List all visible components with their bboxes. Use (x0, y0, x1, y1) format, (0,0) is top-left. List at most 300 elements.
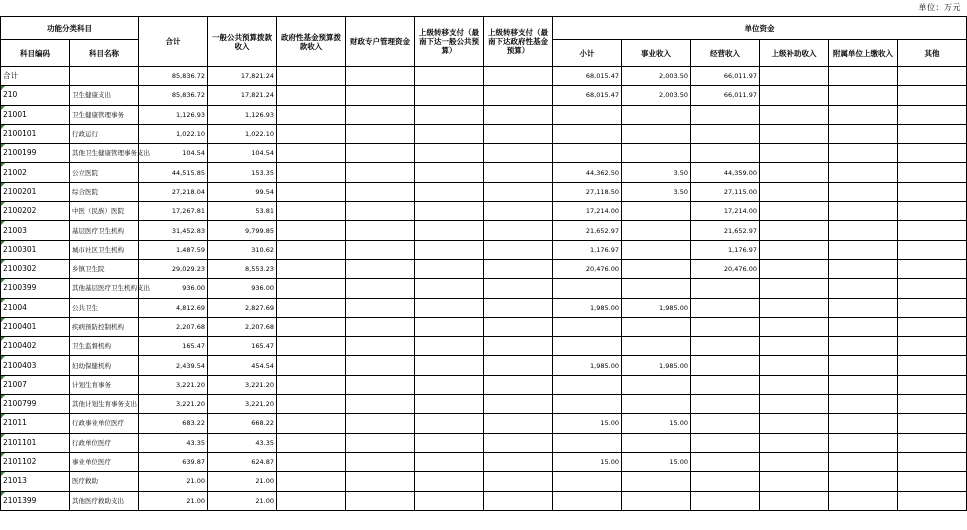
special-fund-cell (346, 279, 415, 298)
general-budget-cell: 936.00 (208, 279, 277, 298)
affiliated-income-cell (829, 124, 898, 143)
special-fund-cell (346, 67, 415, 86)
operating-income-cell (691, 317, 760, 336)
total-cell: 1,022.10 (139, 124, 208, 143)
row-name-cell: 卫生健康管理事务 (70, 105, 139, 124)
transfer-general-cell (415, 337, 484, 356)
transfer-fund-cell (484, 491, 553, 510)
budget-table (0, 16, 967, 511)
general-budget-cell: 21.00 (208, 472, 277, 491)
superior-subsidy-header: 上级补助收入 (760, 40, 829, 67)
affiliated-income-cell (829, 182, 898, 201)
transfer-general-cell (415, 356, 484, 375)
subtotal-cell (553, 279, 622, 298)
transfer-general-cell (415, 240, 484, 259)
gov-fund-cell (277, 317, 346, 336)
transfer-general-cell (415, 202, 484, 221)
row-name-cell: 其他医疗救助支出 (70, 491, 139, 510)
operating-income-cell: 17,214.00 (691, 202, 760, 221)
total-cell: 165.47 (139, 337, 208, 356)
affiliated-income-header: 附属单位上缴收入 (829, 40, 898, 67)
gov-fund-header: 政府性基金预算拨款收入 (277, 17, 346, 67)
row-name-cell: 疾病预防控制机构 (70, 317, 139, 336)
special-fund-cell (346, 221, 415, 240)
superior-subsidy-cell (760, 317, 829, 336)
business-income-cell (622, 433, 691, 452)
superior-subsidy-cell (760, 240, 829, 259)
superior-subsidy-cell (760, 298, 829, 317)
affiliated-income-cell (829, 240, 898, 259)
transfer-fund-cell (484, 395, 553, 414)
table-row (1, 144, 967, 163)
row-name-cell: 妇幼保健机构 (70, 356, 139, 375)
gov-fund-cell (277, 182, 346, 201)
business-income-cell (622, 395, 691, 414)
row-code-cell: 2100101 (1, 124, 70, 143)
affiliated-income-cell (829, 298, 898, 317)
affiliated-income-cell (829, 452, 898, 471)
transfer-fund-cell (484, 279, 553, 298)
table-row (1, 240, 967, 259)
superior-subsidy-cell (760, 86, 829, 105)
table-row (1, 414, 967, 433)
business-income-cell (622, 144, 691, 163)
transfer-general-cell (415, 298, 484, 317)
transfer-fund-cell (484, 375, 553, 394)
gov-fund-cell (277, 279, 346, 298)
affiliated-income-cell (829, 202, 898, 221)
table-row (1, 337, 967, 356)
special-fund-cell (346, 182, 415, 201)
table-row (1, 298, 967, 317)
gov-fund-cell (277, 395, 346, 414)
row-name-cell: 综合医院 (70, 182, 139, 201)
total-cell: 21.00 (139, 472, 208, 491)
row-name-cell: 中医（民族）医院 (70, 202, 139, 221)
general-budget-cell: 2,827.69 (208, 298, 277, 317)
operating-income-cell: 21,652.97 (691, 221, 760, 240)
subtotal-cell: 15.00 (553, 414, 622, 433)
gov-fund-cell (277, 414, 346, 433)
total-cell: 683.22 (139, 414, 208, 433)
other-cell (898, 279, 967, 298)
table-row (1, 202, 967, 221)
code-header: 科目编码 (1, 40, 70, 67)
table-row (1, 221, 967, 240)
table-row (1, 182, 967, 201)
subtotal-cell: 20,476.00 (553, 259, 622, 278)
special-fund-cell (346, 395, 415, 414)
affiliated-income-cell (829, 105, 898, 124)
business-income-cell: 3.50 (622, 182, 691, 201)
general-budget-cell: 454.54 (208, 356, 277, 375)
transfer-fund-cell (484, 452, 553, 471)
superior-subsidy-cell (760, 124, 829, 143)
transfer-general-cell (415, 221, 484, 240)
row-code-cell: 21007 (1, 375, 70, 394)
business-income-cell: 1,985.00 (622, 298, 691, 317)
row-code-cell: 2100799 (1, 395, 70, 414)
row-name-cell: 公立医院 (70, 163, 139, 182)
total-cell: 85,836.72 (139, 86, 208, 105)
row-code-cell: 2100199 (1, 144, 70, 163)
gov-fund-cell (277, 472, 346, 491)
total-cell: 2,439.54 (139, 356, 208, 375)
general-budget-cell: 668.22 (208, 414, 277, 433)
row-code-cell: 2100302 (1, 259, 70, 278)
gov-fund-cell (277, 433, 346, 452)
other-cell (898, 491, 967, 510)
business-income-cell (622, 317, 691, 336)
subtotal-cell: 27,118.50 (553, 182, 622, 201)
transfer-general-cell (415, 105, 484, 124)
gov-fund-cell (277, 337, 346, 356)
operating-income-cell (691, 375, 760, 394)
affiliated-income-cell (829, 337, 898, 356)
row-code-cell: 2100202 (1, 202, 70, 221)
total-cell: 3,221.20 (139, 375, 208, 394)
special-fund-cell (346, 356, 415, 375)
transfer-fund-cell (484, 433, 553, 452)
transfer-general-header: 上级转移支付（最南下达一般公共预算） (415, 17, 484, 67)
business-income-cell: 15.00 (622, 414, 691, 433)
special-fund-cell (346, 144, 415, 163)
table-row (1, 124, 967, 143)
superior-subsidy-cell (760, 221, 829, 240)
affiliated-income-cell (829, 472, 898, 491)
total-cell: 43.35 (139, 433, 208, 452)
row-code-cell: 2100201 (1, 182, 70, 201)
subtotal-cell (553, 375, 622, 394)
superior-subsidy-cell (760, 259, 829, 278)
row-code-cell: 2100402 (1, 337, 70, 356)
category-group-header: 功能分类科目 (1, 17, 139, 40)
gov-fund-cell (277, 375, 346, 394)
subtotal-cell (553, 491, 622, 510)
gov-fund-cell (277, 259, 346, 278)
other-cell (898, 86, 967, 105)
special-fund-cell (346, 124, 415, 143)
transfer-fund-cell (484, 317, 553, 336)
superior-subsidy-cell (760, 452, 829, 471)
general-budget-cell: 9,799.85 (208, 221, 277, 240)
table-row (1, 86, 967, 105)
total-cell: 29,029.23 (139, 259, 208, 278)
superior-subsidy-cell (760, 67, 829, 86)
other-cell (898, 221, 967, 240)
affiliated-income-cell (829, 414, 898, 433)
row-code-cell: 21013 (1, 472, 70, 491)
total-cell: 2,207.68 (139, 317, 208, 336)
operating-income-cell (691, 124, 760, 143)
table-row (1, 491, 967, 510)
transfer-fund-header: 上级转移支付（最南下达政府性基金预算） (484, 17, 553, 67)
other-cell (898, 144, 967, 163)
special-fund-cell (346, 375, 415, 394)
affiliated-income-cell (829, 144, 898, 163)
transfer-general-cell (415, 433, 484, 452)
general-budget-cell: 8,553.23 (208, 259, 277, 278)
subtotal-cell: 1,985.00 (553, 298, 622, 317)
row-code-cell: 21003 (1, 221, 70, 240)
subtotal-cell: 44,362.50 (553, 163, 622, 182)
other-cell (898, 337, 967, 356)
total-cell: 44,515.85 (139, 163, 208, 182)
special-fund-cell (346, 472, 415, 491)
row-code-cell: 2100403 (1, 356, 70, 375)
business-income-cell (622, 124, 691, 143)
transfer-fund-cell (484, 356, 553, 375)
gov-fund-cell (277, 202, 346, 221)
total-cell: 31,452.83 (139, 221, 208, 240)
operating-income-cell: 1,176.97 (691, 240, 760, 259)
gov-fund-cell (277, 144, 346, 163)
general-budget-cell: 3,221.20 (208, 395, 277, 414)
row-name-cell: 事业单位医疗 (70, 452, 139, 471)
unit-label: 单位：万元 (918, 3, 961, 12)
subtotal-cell (553, 124, 622, 143)
total-cell: 1,126.93 (139, 105, 208, 124)
transfer-general-cell (415, 144, 484, 163)
other-cell (898, 433, 967, 452)
transfer-fund-cell (484, 298, 553, 317)
affiliated-income-cell (829, 221, 898, 240)
superior-subsidy-cell (760, 356, 829, 375)
general-budget-cell: 1,022.10 (208, 124, 277, 143)
affiliated-income-cell (829, 317, 898, 336)
row-code-cell: 21001 (1, 105, 70, 124)
special-fund-header: 财政专户管理资金 (346, 17, 415, 67)
total-cell: 85,836.72 (139, 67, 208, 86)
gov-fund-cell (277, 298, 346, 317)
superior-subsidy-cell (760, 202, 829, 221)
operating-income-cell (691, 395, 760, 414)
transfer-general-cell (415, 182, 484, 201)
subtotal-cell (553, 317, 622, 336)
business-income-cell: 1,985.00 (622, 356, 691, 375)
row-code-cell: 21002 (1, 163, 70, 182)
other-cell (898, 375, 967, 394)
operating-income-cell (691, 144, 760, 163)
total-header: 合计 (139, 17, 208, 67)
table-row (1, 433, 967, 452)
transfer-fund-cell (484, 86, 553, 105)
business-income-cell (622, 279, 691, 298)
row-code-cell: 2101102 (1, 452, 70, 471)
table-row (1, 395, 967, 414)
business-income-cell (622, 202, 691, 221)
transfer-general-cell (415, 259, 484, 278)
business-income-cell (622, 375, 691, 394)
general-budget-cell: 17,821.24 (208, 67, 277, 86)
transfer-fund-cell (484, 105, 553, 124)
business-income-cell: 2,003.50 (622, 67, 691, 86)
subtotal-cell (553, 433, 622, 452)
transfer-fund-cell (484, 202, 553, 221)
row-name-cell: 公共卫生 (70, 298, 139, 317)
transfer-fund-cell (484, 67, 553, 86)
other-cell (898, 317, 967, 336)
row-name-cell: 计划生育事务 (70, 375, 139, 394)
row-name-cell: 医疗救助 (70, 472, 139, 491)
subtotal-cell (553, 395, 622, 414)
general-budget-cell: 310.62 (208, 240, 277, 259)
transfer-general-cell (415, 414, 484, 433)
transfer-fund-cell (484, 472, 553, 491)
subtotal-cell (553, 105, 622, 124)
superior-subsidy-cell (760, 395, 829, 414)
business-income-cell (622, 491, 691, 510)
other-cell (898, 182, 967, 201)
superior-subsidy-cell (760, 491, 829, 510)
row-code-cell: 21004 (1, 298, 70, 317)
affiliated-income-cell (829, 163, 898, 182)
transfer-general-cell (415, 86, 484, 105)
affiliated-income-cell (829, 259, 898, 278)
transfer-fund-cell (484, 182, 553, 201)
operating-income-cell (691, 279, 760, 298)
other-cell (898, 395, 967, 414)
superior-subsidy-cell (760, 414, 829, 433)
gov-fund-cell (277, 67, 346, 86)
special-fund-cell (346, 337, 415, 356)
total-cell: 1,487.59 (139, 240, 208, 259)
row-name-cell: 行政运行 (70, 124, 139, 143)
total-cell: 639.87 (139, 452, 208, 471)
business-income-cell (622, 105, 691, 124)
row-name-cell: 基层医疗卫生机构 (70, 221, 139, 240)
special-fund-cell (346, 259, 415, 278)
affiliated-income-cell (829, 356, 898, 375)
superior-subsidy-cell (760, 375, 829, 394)
operating-income-cell (691, 433, 760, 452)
operating-income-cell (691, 337, 760, 356)
row-code-cell: 2101399 (1, 491, 70, 510)
business-income-header: 事业收入 (622, 40, 691, 67)
transfer-general-cell (415, 472, 484, 491)
transfer-general-cell (415, 491, 484, 510)
transfer-fund-cell (484, 221, 553, 240)
row-name-cell: 行政单位医疗 (70, 433, 139, 452)
total-cell: 936.00 (139, 279, 208, 298)
row-code-cell: 合计 (1, 67, 70, 86)
business-income-cell (622, 259, 691, 278)
superior-subsidy-cell (760, 472, 829, 491)
business-income-cell (622, 240, 691, 259)
business-income-cell: 15.00 (622, 452, 691, 471)
business-income-cell (622, 472, 691, 491)
name-header: 科目名称 (70, 40, 139, 67)
table-row (1, 67, 967, 86)
other-cell (898, 298, 967, 317)
general-budget-cell: 17,821.24 (208, 86, 277, 105)
total-cell: 17,267.81 (139, 202, 208, 221)
gov-fund-cell (277, 124, 346, 143)
operating-income-cell: 20,476.00 (691, 259, 760, 278)
total-cell: 21.00 (139, 491, 208, 510)
general-budget-cell: 99.54 (208, 182, 277, 201)
total-cell: 4,812.69 (139, 298, 208, 317)
other-cell (898, 452, 967, 471)
business-income-cell: 3.50 (622, 163, 691, 182)
table-row (1, 452, 967, 471)
gov-fund-cell (277, 240, 346, 259)
row-code-cell: 2100401 (1, 317, 70, 336)
transfer-fund-cell (484, 163, 553, 182)
row-code-cell: 2100399 (1, 279, 70, 298)
gov-fund-cell (277, 356, 346, 375)
affiliated-income-cell (829, 395, 898, 414)
operating-income-cell: 27,115.00 (691, 182, 760, 201)
business-income-cell (622, 221, 691, 240)
transfer-general-cell (415, 317, 484, 336)
affiliated-income-cell (829, 67, 898, 86)
general-budget-cell: 153.35 (208, 163, 277, 182)
operating-income-cell (691, 452, 760, 471)
superior-subsidy-cell (760, 182, 829, 201)
row-code-cell: 2101101 (1, 433, 70, 452)
total-cell: 104.54 (139, 144, 208, 163)
row-name-cell: 城市社区卫生机构 (70, 240, 139, 259)
operating-income-cell: 44,359.00 (691, 163, 760, 182)
table-row (1, 259, 967, 278)
subtotal-header: 小计 (553, 40, 622, 67)
unit-funds-header: 单位资金 (553, 17, 967, 40)
transfer-fund-cell (484, 259, 553, 278)
gov-fund-cell (277, 163, 346, 182)
other-header: 其他 (898, 40, 967, 67)
other-cell (898, 67, 967, 86)
subtotal-cell: 68,015.47 (553, 86, 622, 105)
table-row (1, 472, 967, 491)
special-fund-cell (346, 240, 415, 259)
affiliated-income-cell (829, 491, 898, 510)
other-cell (898, 105, 967, 124)
general-budget-cell: 1,126.93 (208, 105, 277, 124)
table-row (1, 105, 967, 124)
transfer-general-cell (415, 279, 484, 298)
row-code-cell: 21011 (1, 414, 70, 433)
transfer-general-cell (415, 452, 484, 471)
transfer-general-cell (415, 395, 484, 414)
row-name-cell (70, 67, 139, 86)
gov-fund-cell (277, 105, 346, 124)
general-budget-cell: 104.54 (208, 144, 277, 163)
special-fund-cell (346, 86, 415, 105)
table-row (1, 356, 967, 375)
row-name-cell: 乡镇卫生院 (70, 259, 139, 278)
special-fund-cell (346, 414, 415, 433)
transfer-general-cell (415, 163, 484, 182)
transfer-fund-cell (484, 240, 553, 259)
operating-income-cell (691, 491, 760, 510)
other-cell (898, 472, 967, 491)
row-name-cell: 卫生健康支出 (70, 86, 139, 105)
special-fund-cell (346, 202, 415, 221)
transfer-general-cell (415, 375, 484, 394)
operating-income-cell: 66,011.97 (691, 86, 760, 105)
other-cell (898, 124, 967, 143)
transfer-fund-cell (484, 144, 553, 163)
general-budget-header: 一般公共预算拨款收入 (208, 17, 277, 67)
total-cell: 27,218.04 (139, 182, 208, 201)
superior-subsidy-cell (760, 337, 829, 356)
general-budget-cell: 21.00 (208, 491, 277, 510)
superior-subsidy-cell (760, 433, 829, 452)
superior-subsidy-cell (760, 105, 829, 124)
row-code-cell: 2100301 (1, 240, 70, 259)
row-name-cell: 卫生监督机构 (70, 337, 139, 356)
